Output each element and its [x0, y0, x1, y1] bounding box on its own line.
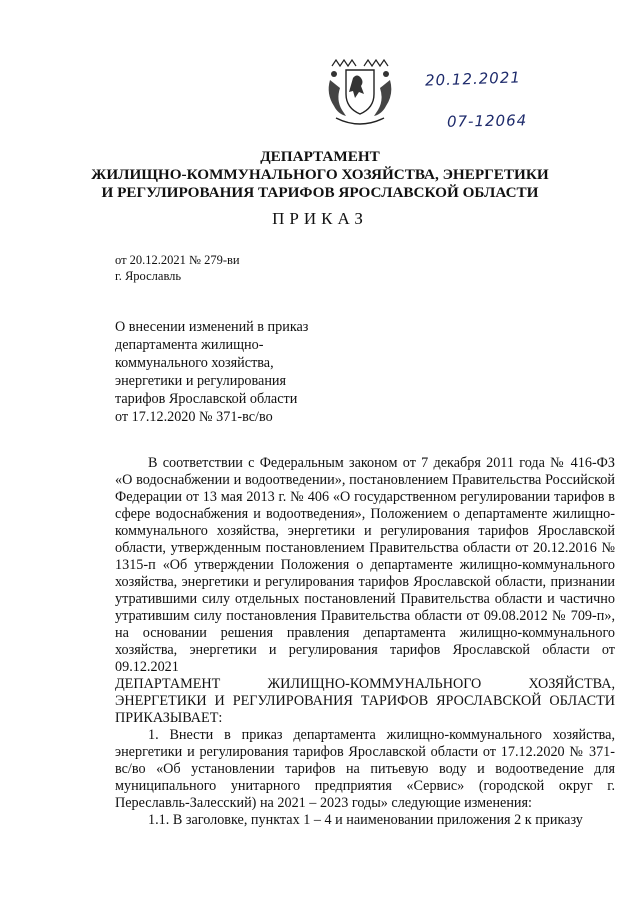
- subject-line: от 17.12.2020 № 371-вс/во: [115, 409, 273, 425]
- subject-line: тарифов Ярославской области: [115, 391, 298, 407]
- subject-line: энергетики и регулирования: [115, 373, 287, 389]
- department-line: ДЕПАРТАМЕНТ: [260, 148, 380, 165]
- subject-line: департамента жилищно-: [115, 337, 264, 353]
- department-line: ЖИЛИЩНО-КОММУНАЛЬНОГО ХОЗЯЙСТВА, ЭНЕРГЕТИКИ: [91, 166, 549, 183]
- order-body: [115, 455, 615, 829]
- order-date-number: от 20.12.2021 № 279-ви: [115, 253, 240, 267]
- item-1-paragraph: 1. Внести в приказ департамента жилищно-коммунального хозяйства, энергетики и регулирования тарифов Ярославской области от 17.12.2020 № 371-вс/во «Об установлении тарифов на питьевую воду и водоотведение для муниципального унитарного предприятия «Сервис» (городской округ г. Переславль-Залесский) на 2021 – 2023 годы» следующие изменения:: [115, 727, 615, 811]
- orders-paragraph: ДЕПАРТАМЕНТ ЖИЛИЩНО-КОММУНАЛЬНОГО ХОЗЯЙСТВА, ЭНЕРГЕТИКИ И РЕГУЛИРОВАНИЯ ТАРИФОВ ЯРОСЛАВСКОЙ ОБЛАСТИ ПРИКАЗЫВАЕТ:: [115, 676, 615, 726]
- order-subject: [115, 318, 308, 426]
- handwritten-registration-number: 07-12064: [446, 111, 528, 131]
- order-meta: [115, 252, 240, 284]
- subject-line: О внесении изменений в приказ: [115, 319, 309, 335]
- coat-of-arms-emblem: [322, 58, 398, 128]
- preamble-paragraph: В соответствии с Федеральным законом от 7 декабря 2011 года № 416-ФЗ «О водоснабжении и водоотведении», постановлением Правительства Российской Федерации от 13 мая 2013 г. № 406 «О государственном регулировании тарифов в сфере водоснабжения и водоотведения», Положением о департаменте жилищно-коммунального хозяйства, энергетики и регулирования тарифов Ярославской области, утвержденным постановлением Правительства области от 20.12.2016 № 1315-п «Об утверждении Положения о департаменте жилищно-коммунального хозяйства, энергетики и регулирования тарифов Ярославской области, признании утратившими силу отдельных постановлений Правительства области и частично утратившим силу постановления Правительства области от 09.08.2012 № 709-п», на основании решения правления департамента жилищно-коммунального хозяйства, энергетики и регулирования тарифов Ярославской области от 09.12.2021: [115, 455, 615, 675]
- department-header: [0, 148, 640, 202]
- handwritten-date: 20.12.2021: [424, 68, 522, 90]
- order-city: г. Ярославль: [115, 269, 182, 283]
- item-1-1-paragraph: 1.1. В заголовке, пунктах 1 – 4 и наименовании приложения 2 к приказу: [148, 812, 583, 828]
- document-type-title: ПРИКАЗ: [272, 209, 368, 228]
- department-line: И РЕГУЛИРОВАНИЯ ТАРИФОВ ЯРОСЛАВСКОЙ ОБЛАСТИ: [101, 184, 539, 201]
- subject-line: коммунального хозяйства,: [115, 355, 274, 371]
